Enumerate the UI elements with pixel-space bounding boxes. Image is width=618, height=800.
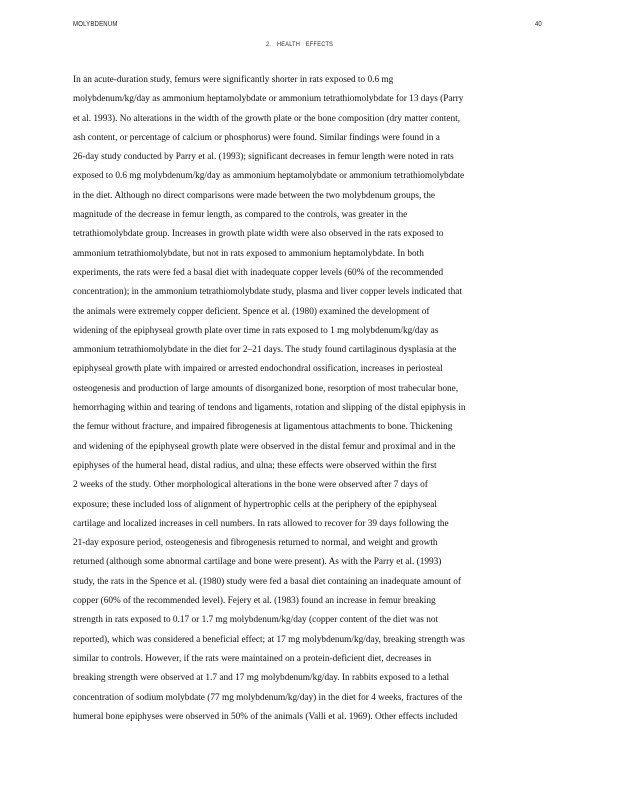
body-line: cartilage and localized increases in cell numbers. In rats allowed to recover for 39 days following the — [73, 518, 449, 529]
body-line: epiphyses of the humeral head, distal radius, and ulna; these effects were observed within the first — [73, 460, 437, 471]
body-line: copper (60% of the recommended level). Fejery et al. (1983) found an increase in femur breaking — [73, 596, 436, 607]
page-number: 40 — [535, 21, 542, 29]
body-line: humeral bone epiphyses were observed in 50% of the animals (Valli et al. 1969). Other effects included — [73, 711, 458, 722]
body-line: et al. 1993). No alterations in the width of the growth plate or the bone composition (dry matter content, — [73, 113, 461, 124]
body-line: In an acute-duration study, femurs were significantly shorter in rats exposed to 0.6 mg — [73, 75, 394, 85]
body-line: study, the rats in the Spence et al. (1980) study were fed a basal diet containing an inadequate amount of — [73, 576, 461, 587]
body-line: breaking strength were observed at 1.7 and 17 mg molybdenum/kg/day. In rabbits exposed to a lethal — [73, 673, 450, 684]
body-line: and widening of the epiphyseal growth plate were observed in the distal femur and proximal and in the — [73, 441, 456, 452]
body-line: ammonium tetrathiomolybdate, but not in rats exposed to ammonium heptamolybdate. In both — [73, 248, 424, 259]
body-line: experiments, the rats were fed a basal diet with inadequate copper levels (60% of the recommended — [73, 267, 444, 278]
section-title: 2. HEALTH EFFECTS — [266, 41, 334, 49]
body-line: epiphyseal growth plate with impaired or arrested endochondral ossification, increases in periosteal — [73, 364, 443, 375]
body-line: tetrathiomolybdate group. Increases in growth plate width were also observed in the rats exposed to — [73, 229, 444, 240]
body-line: 2 weeks of the study. Other morphological alterations in the bone were observed after 7 days of — [73, 480, 428, 491]
body-line: hemorrhaging within and tearing of tendons and ligaments, rotation and slipping of the distal epiphysis in — [73, 403, 466, 414]
body-line: concentration); in the ammonium tetrathiomolybdate study, plasma and liver copper levels indicated that — [73, 287, 462, 298]
body-line: ammonium tetrathiomolybdate in the diet for 2–21 days. The study found cartilaginous dysplasia at the — [73, 345, 457, 356]
body-line: strength in rats exposed to 0.17 or 1.7 mg molybdenum/kg/day (copper content of the diet was not — [73, 615, 439, 626]
running-header-title: MOLYBDENUM — [73, 21, 118, 29]
body-line: ash content, or percentage of calcium or phosphorus) were found. Similar findings were found in a — [73, 132, 440, 143]
body-line: the animals were extremely copper deficient. Spence et al. (1980) examined the development of — [73, 306, 430, 317]
body-line: 26-day study conducted by Parry et al. (1993); significant decreases in femur length were noted in rats — [73, 152, 454, 163]
body-line: molybdenum/kg/day as ammonium heptamolybdate or ammonium tetrathiomolybdate for 13 days (Parry — [73, 94, 464, 105]
body-line: 21-day exposure period, osteogenesis and fibrogenesis returned to normal, and weight and growth — [73, 538, 438, 549]
body-line: widening of the epiphyseal growth plate over time in rats exposed to 1 mg molybdenum/kg/day as — [73, 325, 439, 336]
body-line: in the diet. Although no direct comparisons were made between the two molybdenum groups, the — [73, 190, 435, 201]
body-line: magnitude of the decrease in femur length, as compared to the controls, was greater in the — [73, 210, 408, 221]
body-line: returned (although some abnormal cartilage and bone were present). As with the Parry et al. (1993) — [73, 557, 442, 568]
body-paragraph — [73, 71, 563, 727]
body-line: osteogenesis and production of large amounts of disorganized bone, resorption of most trabecular bone, — [73, 383, 459, 394]
body-line: similar to controls. However, if the rats were maintained on a protein-deficient diet, decreases in — [73, 653, 432, 664]
body-line: concentration of sodium molybdate (77 mg molybdenum/kg/day) in the diet for 4 weeks, fractures of the — [73, 692, 463, 703]
body-line: reported), which was considered a beneficial effect; at 17 mg molybdenum/kg/day, breaking strength was — [73, 634, 465, 645]
body-line: exposure; these included loss of alignment of hypertrophic cells at the periphery of the epiphyseal — [73, 499, 438, 510]
body-line: exposed to 0.6 mg molybdenum/kg/day as ammonium heptamolybdate or ammonium tetrathiomolybdate — [73, 171, 465, 182]
body-line: the femur without fracture, and impaired fibrogenesis at ligamentous attachments to bone. Thickening — [73, 422, 453, 433]
